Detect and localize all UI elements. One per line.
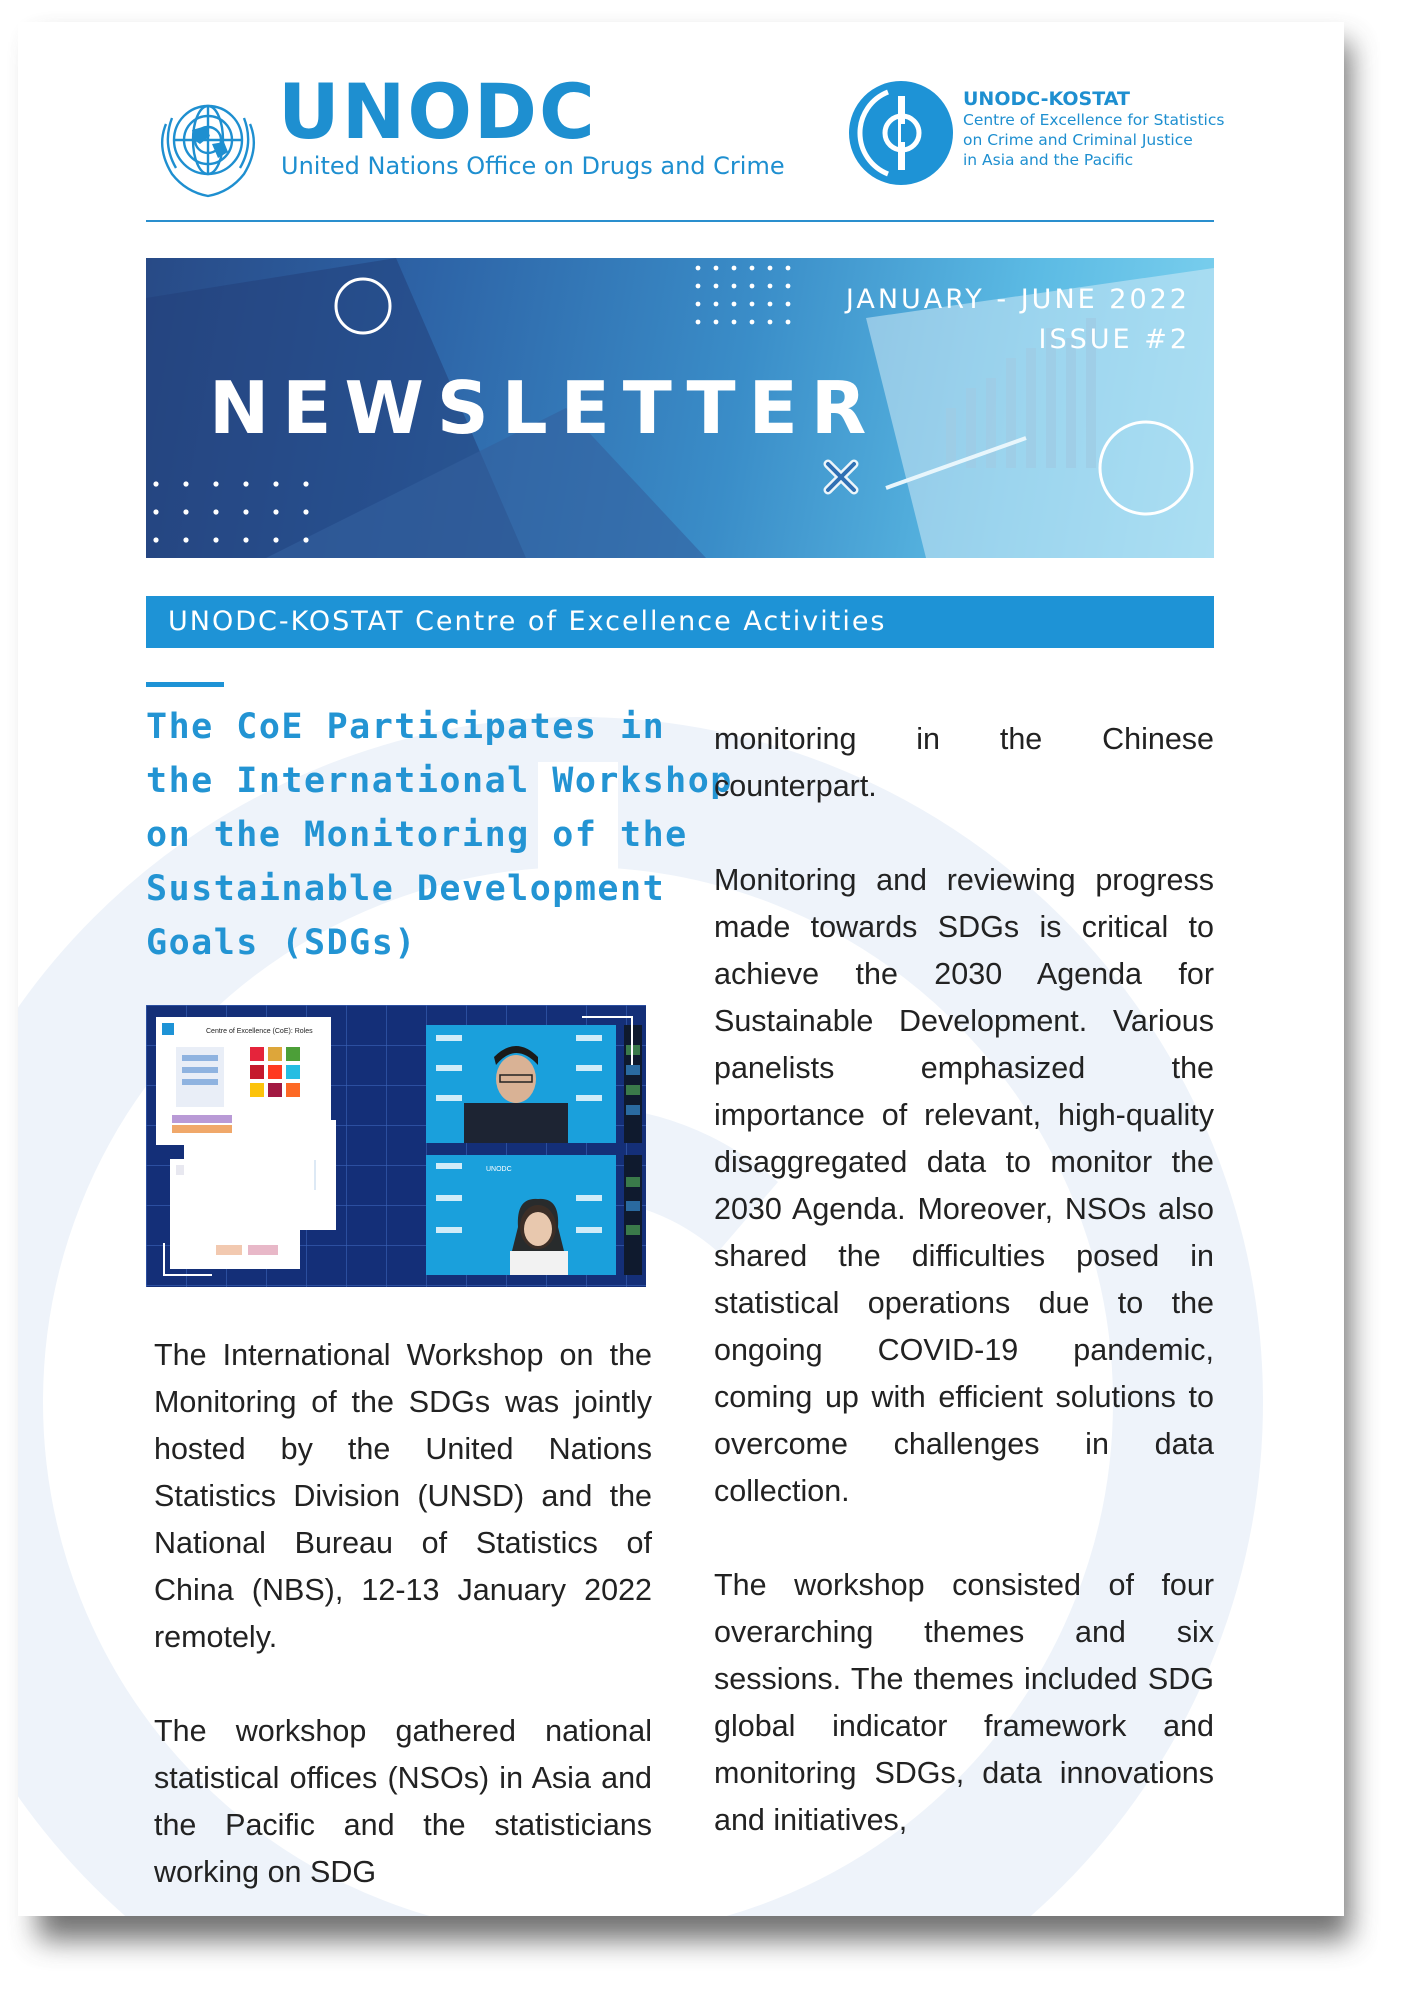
partner-line: on Crime and Criminal Justice [963, 131, 1193, 149]
org-name: UNODC [278, 67, 597, 156]
workshop-screenshot-photo [146, 1005, 646, 1287]
headline-line: on the Monitoring of the [146, 815, 688, 855]
article-paragraph: The workshop gathered national statistical offices (NSOs) in Asia and the Pacific and the statisticians working on SDG [154, 1714, 652, 1889]
newsletter-page [18, 22, 1344, 1916]
photo-org-label: UNODC [486, 1166, 512, 1173]
partner-line: Centre of Excellence for Statistics [963, 111, 1225, 129]
section-heading: UNODC-KOSTAT Centre of Excellence Activities [146, 596, 1214, 648]
kostat-logo-icon [846, 78, 956, 188]
article-paragraph: Monitoring and reviewing progress made towards SDGs is critical to achieve the 2030 Agenda for Sustainable Development. Various panelists emphasized the importance of relevant, high-quality disaggregated data to monitor the 2030 Agenda. Moreover, NSOs also shared the difficulties posed in statistical operations due to the ongoing COVID-19 pandemic, coming up with efficient solutions to overcome challenges in data collection. [714, 863, 1214, 1508]
partner-line: in Asia and the Pacific [963, 151, 1134, 169]
partner-block [963, 88, 1224, 170]
article-paragraph: monitoring in the Chinese counterpart. [714, 722, 1214, 803]
headline-line: Goals (SDGs) [146, 923, 417, 963]
issue-period: JANUARY - JUNE 2022 [845, 284, 1190, 315]
headline-line: Sustainable Development [146, 869, 666, 909]
article-headline [146, 700, 733, 970]
article-right-column [714, 716, 1214, 1844]
article-paragraph: The workshop consisted of four overarching themes and six sessions. The themes included SDG global indicator framework and monitoring SDGs, data innovations and initiatives, [714, 1568, 1214, 1837]
banner-title: NEWSLETTER [209, 366, 880, 450]
slide-title: Centre of Excellence (CoE): Roles [206, 1028, 313, 1035]
issue-number: ISSUE #2 [1038, 324, 1190, 355]
header-divider [146, 220, 1214, 222]
un-emblem-icon [148, 84, 268, 204]
accent-dash [146, 682, 224, 687]
article-left-column [154, 1332, 652, 1896]
article-paragraph: The International Workshop on the Monitoring of the SDGs was jointly hosted by the United Nations Statistics Division (UNSD) and the National Bureau of Statistics of China (NBS), 12-13 January 2022 remotely. [154, 1338, 652, 1654]
partner-title: UNODC-KOSTAT [963, 88, 1130, 110]
headline-line: the International Workshop [146, 761, 733, 801]
headline-line: The CoE Participates in [146, 707, 666, 747]
org-full-name: United Nations Office on Drugs and Crime [281, 152, 785, 180]
newsletter-banner [146, 258, 1214, 558]
issue-info [846, 280, 1190, 360]
